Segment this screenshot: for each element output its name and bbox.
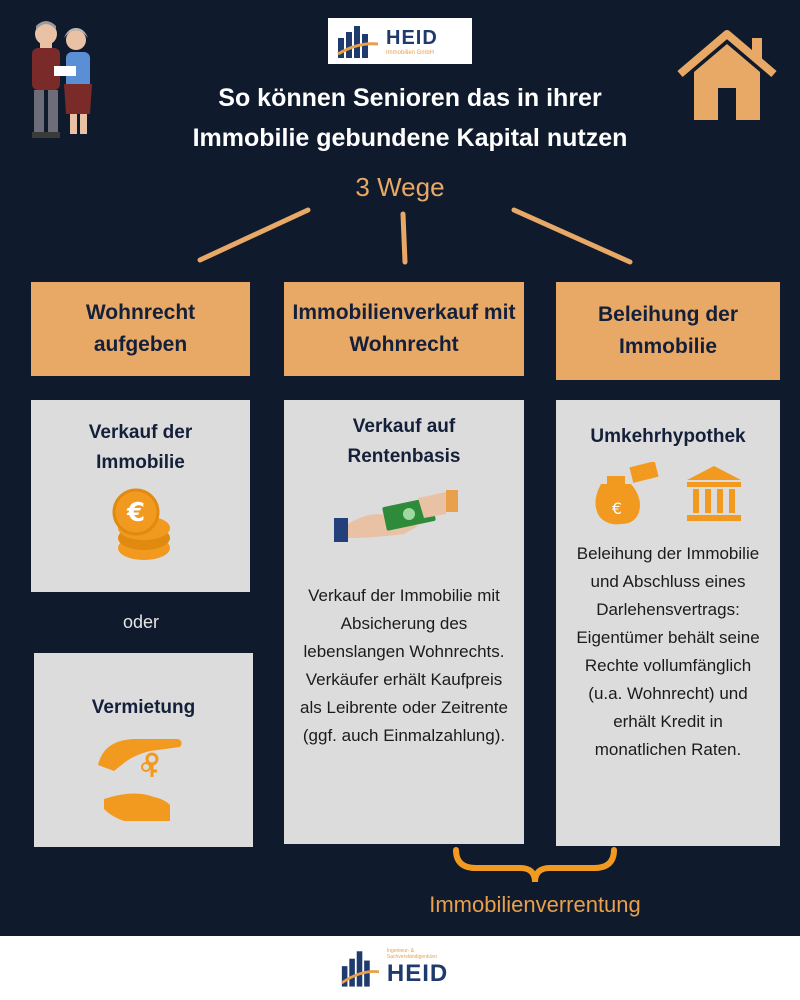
card-text: Verkauf der Immobilie mit Absicherung des lebenslangen Wohnrechts. Verkäufer erhält Kaufpreis als Leibrente oder Zeitrente (ggf. auch Einmalzahlung). [300, 586, 508, 745]
svg-text:€: € [611, 499, 623, 518]
card-umkehrhypothek [556, 400, 780, 846]
card-text: Beleihung der Immobilie und Abschluss eines Darlehensvertrags: Eigentümer behält seine Rechte vollumfänglich (u.a. Wohnrecht) und erhält Kredit in monatlichen Raten. [576, 544, 760, 759]
card-verkauf-der-immobilie [31, 400, 250, 592]
connector-middle [403, 214, 405, 262]
money-handover-icon [334, 488, 474, 558]
title-line-2: Immobilie gebundene Kapital nutzen [192, 124, 628, 152]
heading-immobilienverkauf [284, 282, 524, 376]
card-vermietung [34, 653, 253, 847]
heading-text: Immobilienverkauf mit Wohnrecht [292, 301, 516, 356]
bracket-label: Immobilienverrentung [429, 892, 641, 917]
svg-text:€: € [126, 498, 145, 528]
bank-icon [683, 462, 745, 524]
hand-key-icon [94, 725, 194, 825]
heading-text: Wohnrecht aufgeben [85, 301, 196, 356]
euro-coins-icon [106, 486, 176, 566]
subtitle: 3 Wege [355, 172, 445, 202]
logo-text: HEID [386, 26, 438, 49]
heading-text: Beleihung der Immobilie [597, 303, 739, 358]
heading-beleihung [556, 282, 780, 380]
building-logo-icon [340, 948, 381, 988]
card-title: Verkauf der Immobilie [88, 422, 193, 473]
footer [0, 936, 800, 1000]
connector-left [200, 210, 308, 260]
connector-right [514, 210, 630, 262]
curly-bracket [440, 846, 630, 886]
separator-oder: oder [122, 612, 160, 632]
title-line-1: So können Senioren das in ihrer [218, 84, 602, 112]
connector-lines [0, 0, 800, 300]
card-title: Umkehrhypothek [590, 426, 746, 447]
money-bag-icon [591, 462, 661, 526]
card-title: Verkauf auf Rentenbasis [347, 416, 461, 467]
logo-text: HEID [386, 960, 449, 987]
logo-tagline: Ingenieur- & Sachverständigenbüro [386, 948, 437, 960]
card-verkauf-auf-rentenbasis [284, 400, 524, 844]
heading-wohnrecht-aufgeben [31, 282, 250, 376]
logo-footer [332, 940, 468, 996]
card-title: Vermietung [91, 697, 196, 718]
logo-tagline: Immobilien GmbH [386, 49, 435, 56]
